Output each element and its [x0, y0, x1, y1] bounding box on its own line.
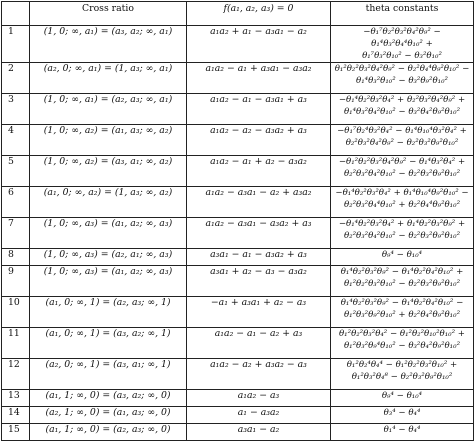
theta-line: θ₁⁴θ₂²θ₃²θ₉² − θ₁⁴θ₂²θ₄²θ₁₀² −	[340, 298, 464, 308]
cross-ratio-cell: (a₂, 0; ∞, a₁) = (1, a₃; ∞, a₁)	[30, 63, 187, 94]
table-row	[2, 249, 474, 266]
table-row	[2, 156, 474, 187]
theta-table-container	[1, 1, 473, 441]
cross-ratio-cell: (1, 0; ∞, a₂) = (a₃, a₁; ∞, a₂)	[30, 156, 187, 187]
cross-ratio-cell: (1, 0; ∞, a₁) = (a₃, a₂; ∞, a₁)	[30, 26, 187, 63]
table-row	[2, 407, 474, 424]
theta-line: θ₂²θ₃²θ₄²θ₁₀² − θ₂²θ₃²θ₉²θ₁₀²	[343, 169, 461, 179]
row-number: 8	[2, 249, 30, 266]
row-number: 3	[2, 94, 30, 125]
row-number: 11	[2, 328, 30, 359]
cross-ratio-cell: (1, 0; ∞, a₁) = (a₂, a₃; ∞, a₁)	[30, 94, 187, 125]
function-cell: a₁a₂ − a₁ + a₃a₁ − a₃a₂	[187, 63, 331, 94]
theta-cell	[331, 218, 474, 249]
table-row	[2, 328, 474, 359]
row-number: 7	[2, 218, 30, 249]
theta-cell	[331, 94, 474, 125]
header-row	[2, 2, 474, 26]
theta-line: θ₁⁴θ₃²θ₄²θ₁₀² − θ₃²θ₄²θ₉²θ₁₀²	[343, 107, 461, 117]
function-cell: a₁a₂ − a₁ − a₂ + a₃	[187, 328, 331, 359]
theta-line: θ₁²θ₂²θ₃²θ₁₀² − θ₂²θ₃²θ₉²θ₁₀²	[343, 279, 461, 289]
table-row	[2, 424, 474, 441]
theta-line: θ₉⁴ − θ₁₀⁴	[381, 250, 423, 260]
theta-cell	[331, 26, 474, 63]
theta-line: −θ₁⁴θ₂²θ₃²θ₄² + θ₁⁴θ₁₀⁴θ₉²θ₁₀² −	[335, 188, 469, 198]
row-number: 9	[2, 266, 30, 297]
theta-cell	[331, 328, 474, 359]
theta-cell	[331, 266, 474, 297]
cross-ratio-cell: (a₁, 0; ∞, 1) = (a₂, a₃; ∞, 1)	[30, 297, 187, 328]
cross-ratio-cell: (a₁, 1; ∞, 0) = (a₂, a₃; ∞, 0)	[30, 424, 187, 441]
theta-line: −θ₁⁷θ₂²θ₃²θ₄²θ₉² −	[363, 27, 441, 37]
table-row	[2, 218, 474, 249]
cross-ratio-cell: (a₁, 0; ∞, 1) = (a₃, a₂; ∞, 1)	[30, 328, 187, 359]
table-row	[2, 187, 474, 218]
header-index	[2, 2, 30, 26]
function-cell: −a₁ + a₃a₁ + a₂ − a₃	[187, 297, 331, 328]
theta-line: θ₁²θ₃²θ₉²θ₁₀² + θ₂²θ₄²θ₉²θ₁₀²	[343, 310, 461, 320]
table-row	[2, 125, 474, 156]
theta-cell	[331, 390, 474, 407]
header-theta-constants: theta constants	[331, 2, 474, 26]
cross-ratio-cell: (1, 0; ∞, a₃) = (a₂, a₁; ∞, a₃)	[30, 249, 187, 266]
function-cell: a₁a₂ − a₂ − a₃a₂ + a₃	[187, 125, 331, 156]
function-cell: a₃a₁ − a₂	[187, 424, 331, 441]
cross-ratio-cell: (a₁, 0; ∞, a₂) = (1, a₃; ∞, a₂)	[30, 187, 187, 218]
table-row	[2, 26, 474, 63]
theta-cell	[331, 249, 474, 266]
cross-ratio-cell: (a₂, 0; ∞, 1) = (a₃, a₁; ∞, 1)	[30, 359, 187, 390]
header-function: f(a₁, a₂, a₃) = 0	[187, 2, 331, 26]
row-number: 13	[2, 390, 30, 407]
theta-line: −θ₁²θ₂²θ₃²θ₄²θ₉² − θ₁⁴θ₃²θ₄² +	[338, 157, 466, 167]
theta-line: θ₂²θ₃²θ₄⁴θ₁₀² + θ₂²θ₄⁴θ₉²θ₁₀²	[343, 200, 461, 210]
cross-ratio-cell: (1, 0; ∞, a₃) = (a₁, a₂; ∞, a₃)	[30, 266, 187, 297]
row-number: 15	[2, 424, 30, 441]
cross-ratio-cell: (a₁, 1; ∞, 0) = (a₃, a₂; ∞, 0)	[30, 390, 187, 407]
theta-line: θ₂²θ₃²θ₄²θ₉² − θ₂²θ₃²θ₉²θ₁₀²	[345, 138, 459, 148]
theta-line: θ₁²θ₂²θ₃²θ₄² − θ₁²θ₂²θ₁₀²θ₁₀² +	[339, 329, 465, 339]
function-cell: a₁a₂ − a₂ + a₃a₂ − a₃	[187, 359, 331, 390]
function-cell: a₃a₁ + a₂ − a₃ − a₃a₂	[187, 266, 331, 297]
theta-cell	[331, 125, 474, 156]
row-number: 12	[2, 359, 30, 390]
row-number: 6	[2, 187, 30, 218]
table-row	[2, 390, 474, 407]
table-body	[2, 26, 474, 441]
row-number: 2	[2, 63, 30, 94]
theta-cell	[331, 424, 474, 441]
function-cell: a₃a₁ − a₁ − a₃a₂ + a₃	[187, 249, 331, 266]
row-number: 5	[2, 156, 30, 187]
theta-cell	[331, 187, 474, 218]
cross-ratio-cell: (1, 0; ∞, a₂) = (a₁, a₃; ∞, a₂)	[30, 125, 187, 156]
theta-line: θ₁⁴ − θ₄⁴	[383, 425, 421, 435]
row-number: 1	[2, 26, 30, 63]
theta-cell	[331, 156, 474, 187]
function-cell: a₁a₂ + a₁ − a₃a₁ − a₂	[187, 26, 331, 63]
theta-line: θ₁²θ₂⁴θ₄⁴ − θ₁²θ₂²θ₃²θ₁₀² +	[346, 360, 458, 370]
theta-cell	[331, 297, 474, 328]
theta-line: θ₁⁴θ₂²θ₃²θ₉² − θ₁⁴θ₂²θ₄²θ₁₀² +	[340, 267, 464, 277]
theta-line: θ₁⁴θ₃²θ₄⁴θ₁₀² +	[371, 39, 433, 49]
theta-line: θ₃⁴ − θ₄⁴	[383, 408, 421, 418]
table-row	[2, 297, 474, 328]
header-cross-ratio: Cross ratio	[30, 2, 187, 26]
cross-ratio-cell: (a₂, 1; ∞, 0) = (a₁, a₃; ∞, 0)	[30, 407, 187, 424]
theta-cell	[331, 359, 474, 390]
theta-line: −θ₁⁷θ₂⁴θ₃²θ₄² − θ₁⁴θ₁₀⁴θ₃²θ₄² +	[337, 126, 467, 136]
theta-line: θ₁²θ₃²θ₄⁸ − θ₂²θ₃²θ₉²θ₁₀²	[351, 372, 453, 382]
theta-cell	[331, 63, 474, 94]
row-number: 10	[2, 297, 30, 328]
theta-line: −θ₁⁴θ₂²θ₃²θ₄² + θ₁⁴θ₂²θ₃²θ₉² +	[338, 219, 466, 229]
cross-ratio-cell: (1, 0; ∞, a₃) = (a₁, a₂; ∞, a₃)	[30, 218, 187, 249]
row-number: 14	[2, 407, 30, 424]
table-row	[2, 359, 474, 390]
function-cell: a₁a₂ − a₁ + a₂ − a₃a₂	[187, 156, 331, 187]
table-row	[2, 63, 474, 94]
cross-ratio-table	[1, 1, 474, 441]
function-cell: a₁a₂ − a₁ − a₃a₁ + a₃	[187, 94, 331, 125]
table-row	[2, 94, 474, 125]
theta-cell	[331, 407, 474, 424]
theta-line: θ₂²θ₃²θ₄²θ₁₀² − θ₂²θ₃²θ₉²θ₁₀²	[343, 231, 461, 241]
theta-line: θ₁⁷θ₃²θ₁₀² − θ₃²θ₁₀²	[362, 51, 442, 61]
row-number: 4	[2, 125, 30, 156]
theta-line: −θ₁⁴θ₂²θ₃²θ₄² + θ₂²θ₃²θ₄²θ₉² +	[338, 95, 466, 105]
function-cell: a₁a₂ − a₃	[187, 390, 331, 407]
function-cell: a₁ − a₃a₂	[187, 407, 331, 424]
function-cell: a₁a₂ − a₃a₁ − a₂ + a₃a₂	[187, 187, 331, 218]
table-row	[2, 266, 474, 297]
function-cell: a₁a₂ − a₃a₁ − a₃a₂ + a₃	[187, 218, 331, 249]
theta-line: θ₁⁴θ₃²θ₁₀² − θ₃²θ₉²θ₁₀²	[356, 76, 448, 86]
theta-line: θ₁²θ₂²θ₃²θ₄²θ₉² − θ₂²θ₄⁴θ₉²θ₁₀² −	[334, 64, 470, 74]
theta-line: θ₉⁴ − θ₁₀⁴	[381, 391, 423, 401]
theta-line: θ₁²θ₃²θ₉⁴θ₁₀² − θ₃²θ₄²θ₉²θ₁₀²	[343, 341, 461, 351]
